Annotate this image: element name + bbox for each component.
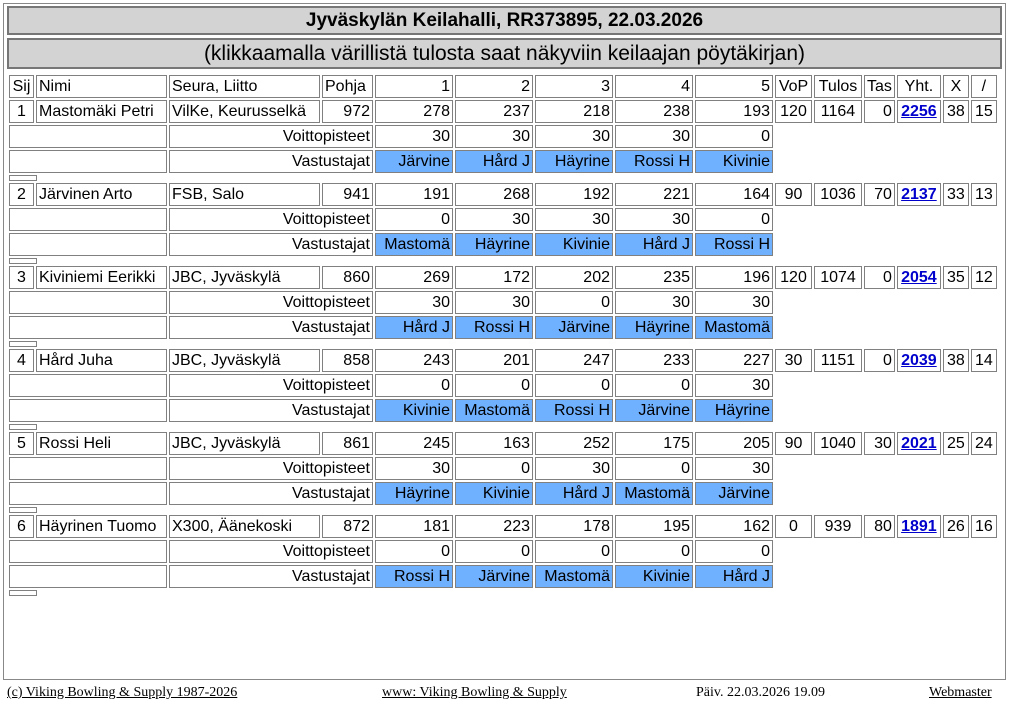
opponents-label: Vastustajat	[169, 565, 373, 588]
points-label: Voittopisteet	[169, 540, 373, 563]
handicap-cell: 0	[864, 266, 895, 289]
win-points-cell: 0	[375, 374, 453, 397]
total-cell	[897, 266, 941, 289]
table-row	[9, 349, 997, 372]
opponents-row	[9, 482, 997, 505]
handicap-cell: 30	[864, 432, 895, 455]
spares-cell: 15	[971, 100, 997, 123]
opponent-cell[interactable]: Rossi H	[375, 565, 453, 588]
page-subtitle: (klikkaamalla värillistä tulosta saat näkyviin keilaajan pöytäkirjan)	[7, 38, 1002, 69]
points-label: Voittopisteet	[169, 457, 373, 480]
separator-box	[9, 590, 37, 596]
opponent-cell[interactable]: Kivinie	[455, 482, 533, 505]
player-name-cell: Mastomäki Petri	[36, 100, 167, 123]
opponents-label: Vastustajat	[169, 316, 373, 339]
opponents-row	[9, 565, 997, 588]
total-score-link[interactable]: 2021	[901, 434, 937, 452]
win-points-cell: 0	[455, 540, 533, 563]
total-score-link[interactable]: 2039	[901, 351, 937, 369]
empty-cell	[9, 125, 167, 148]
filler-cell	[775, 316, 997, 339]
opponent-cell[interactable]: Järvine	[615, 399, 693, 422]
player-name-cell: Rossi Heli	[36, 432, 167, 455]
separator-cell	[9, 175, 997, 181]
points-row	[9, 208, 997, 231]
points-label: Voittopisteet	[169, 291, 373, 314]
opponents-label: Vastustajat	[169, 150, 373, 173]
game-score-cell: 233	[615, 349, 693, 372]
opponent-cell[interactable]: Rossi H	[455, 316, 533, 339]
game-score-cell: 192	[535, 183, 613, 206]
page-title: Jyväskylän Keilahalli, RR373895, 22.03.2026	[7, 6, 1002, 35]
game-score-cell: 238	[615, 100, 693, 123]
empty-cell	[9, 565, 167, 588]
total-cell	[897, 349, 941, 372]
empty-cell	[9, 457, 167, 480]
win-points-cell: 0	[615, 457, 693, 480]
opponents-row	[9, 399, 997, 422]
win-points-cell: 30	[535, 208, 613, 231]
rank-cell: 5	[9, 432, 34, 455]
opponents-row	[9, 150, 997, 173]
player-name-cell: Hård Juha	[36, 349, 167, 372]
opponent-cell[interactable]: Mastomä	[615, 482, 693, 505]
column-header: Sij	[9, 75, 34, 98]
strikes-cell: 33	[943, 183, 969, 206]
win-points-cell: 0	[535, 374, 613, 397]
total-score-link[interactable]: 2256	[901, 102, 937, 120]
opponent-cell[interactable]: Mastomä	[455, 399, 533, 422]
spares-cell: 14	[971, 349, 997, 372]
win-points-cell: 30	[695, 457, 773, 480]
opponent-cell[interactable]: Järvine	[455, 565, 533, 588]
separator-row	[9, 175, 997, 181]
empty-cell	[9, 233, 167, 256]
game-score-cell: 163	[455, 432, 533, 455]
points-row	[9, 540, 997, 563]
base-score-cell: 872	[322, 515, 373, 538]
column-header: /	[971, 75, 997, 98]
column-header: X	[943, 75, 969, 98]
game-score-cell: 191	[375, 183, 453, 206]
filler-cell	[775, 399, 997, 422]
rank-cell: 4	[9, 349, 34, 372]
win-points-cell: 0	[535, 540, 613, 563]
result-cell: 1164	[814, 100, 862, 123]
column-header: 2	[455, 75, 533, 98]
points-row	[9, 457, 997, 480]
separator-cell	[9, 507, 997, 513]
opponent-cell[interactable]: Järvine	[535, 316, 613, 339]
game-score-cell: 162	[695, 515, 773, 538]
filler-cell	[775, 208, 997, 231]
table-row	[9, 183, 997, 206]
column-header: 5	[695, 75, 773, 98]
column-header: 4	[615, 75, 693, 98]
win-points-cell: 0	[375, 208, 453, 231]
win-points-total-cell: 30	[775, 349, 812, 372]
game-score-cell: 172	[455, 266, 533, 289]
game-score-cell: 243	[375, 349, 453, 372]
result-cell: 1151	[814, 349, 862, 372]
game-score-cell: 235	[615, 266, 693, 289]
win-points-cell: 0	[375, 540, 453, 563]
table-row	[9, 100, 997, 123]
win-points-cell: 0	[615, 540, 693, 563]
opponent-cell[interactable]: Hård J	[375, 316, 453, 339]
header-row	[9, 75, 997, 98]
win-points-cell: 30	[535, 125, 613, 148]
win-points-cell: 30	[535, 457, 613, 480]
strikes-cell: 38	[943, 100, 969, 123]
filler-cell	[775, 150, 997, 173]
updated-text: Päiv. 22.03.2026 19.09	[696, 685, 825, 700]
table-row	[9, 432, 997, 455]
opponent-cell[interactable]: Mastomä	[695, 316, 773, 339]
spares-cell: 24	[971, 432, 997, 455]
game-score-cell: 175	[615, 432, 693, 455]
empty-cell	[9, 540, 167, 563]
opponent-cell[interactable]: Mastomä	[535, 565, 613, 588]
win-points-cell: 30	[615, 208, 693, 231]
copyright-link[interactable]: (c) Viking Bowling & Supply 1987-2026	[7, 685, 238, 700]
win-points-cell: 0	[535, 291, 613, 314]
opponent-cell[interactable]: Häyrine	[615, 316, 693, 339]
opponent-cell[interactable]: Kivinie	[695, 150, 773, 173]
rank-cell: 1	[9, 100, 34, 123]
win-points-cell: 30	[375, 291, 453, 314]
results-table	[7, 73, 999, 598]
strikes-cell: 35	[943, 266, 969, 289]
game-score-cell: 195	[615, 515, 693, 538]
opponent-cell[interactable]: Häyrine	[695, 399, 773, 422]
opponent-cell[interactable]: Hård J	[535, 482, 613, 505]
table-row	[9, 266, 997, 289]
opponent-cell[interactable]: Rossi H	[695, 233, 773, 256]
result-cell: 1074	[814, 266, 862, 289]
separator-box	[9, 175, 37, 181]
win-points-cell: 30	[615, 125, 693, 148]
separator-cell	[9, 341, 997, 347]
result-cell: 939	[814, 515, 862, 538]
empty-cell	[9, 316, 167, 339]
filler-cell	[775, 233, 997, 256]
opponent-cell[interactable]: Häyrine	[535, 150, 613, 173]
spares-cell: 12	[971, 266, 997, 289]
opponent-cell[interactable]: Järvine	[375, 150, 453, 173]
game-score-cell: 221	[615, 183, 693, 206]
www-link[interactable]: www: Viking Bowling & Supply	[382, 685, 567, 700]
column-header: Yht.	[897, 75, 941, 98]
game-score-cell: 278	[375, 100, 453, 123]
win-points-total-cell: 0	[775, 515, 812, 538]
win-points-total-cell: 120	[775, 100, 812, 123]
points-label: Voittopisteet	[169, 125, 373, 148]
club-cell: JBC, Jyväskylä	[169, 432, 320, 455]
points-row	[9, 291, 997, 314]
handicap-cell: 0	[864, 100, 895, 123]
empty-cell	[9, 482, 167, 505]
filler-cell	[775, 457, 997, 480]
win-points-cell: 30	[695, 374, 773, 397]
filler-cell	[775, 374, 997, 397]
win-points-cell: 30	[375, 125, 453, 148]
separator-box	[9, 341, 37, 347]
points-row	[9, 374, 997, 397]
base-score-cell: 861	[322, 432, 373, 455]
win-points-cell: 0	[695, 208, 773, 231]
game-score-cell: 223	[455, 515, 533, 538]
empty-cell	[9, 150, 167, 173]
points-label: Voittopisteet	[169, 374, 373, 397]
win-points-cell: 30	[455, 208, 533, 231]
rank-cell: 3	[9, 266, 34, 289]
win-points-cell: 30	[695, 291, 773, 314]
game-score-cell: 245	[375, 432, 453, 455]
club-cell: X300, Äänekoski	[169, 515, 320, 538]
rank-cell: 6	[9, 515, 34, 538]
opponents-label: Vastustajat	[169, 482, 373, 505]
opponent-cell[interactable]: Hård J	[615, 233, 693, 256]
separator-row	[9, 424, 997, 430]
game-score-cell: 196	[695, 266, 773, 289]
separator-row	[9, 507, 997, 513]
strikes-cell: 25	[943, 432, 969, 455]
total-score-link[interactable]: 2054	[901, 268, 937, 286]
strikes-cell: 38	[943, 349, 969, 372]
empty-cell	[9, 374, 167, 397]
separator-box	[9, 258, 37, 264]
spares-cell: 16	[971, 515, 997, 538]
base-score-cell: 860	[322, 266, 373, 289]
handicap-cell: 80	[864, 515, 895, 538]
game-score-cell: 237	[455, 100, 533, 123]
game-score-cell: 201	[455, 349, 533, 372]
total-cell	[897, 183, 941, 206]
opponent-cell[interactable]: Rossi H	[615, 150, 693, 173]
win-points-total-cell: 90	[775, 432, 812, 455]
webmaster-link[interactable]: Webmaster	[929, 685, 992, 700]
player-name-cell: Järvinen Arto	[36, 183, 167, 206]
win-points-cell: 0	[695, 540, 773, 563]
player-name-cell: Häyrinen Tuomo	[36, 515, 167, 538]
total-cell	[897, 515, 941, 538]
game-score-cell: 205	[695, 432, 773, 455]
game-score-cell: 269	[375, 266, 453, 289]
club-cell: FSB, Salo	[169, 183, 320, 206]
opponent-cell[interactable]: Järvine	[695, 482, 773, 505]
total-score-link[interactable]: 2137	[901, 185, 937, 203]
handicap-cell: 70	[864, 183, 895, 206]
game-score-cell: 181	[375, 515, 453, 538]
handicap-cell: 0	[864, 349, 895, 372]
win-points-cell: 30	[375, 457, 453, 480]
empty-cell	[9, 291, 167, 314]
column-header: Nimi	[36, 75, 167, 98]
points-label: Voittopisteet	[169, 208, 373, 231]
separator-box	[9, 424, 37, 430]
opponent-cell[interactable]: Hård J	[695, 565, 773, 588]
opponent-cell[interactable]: Hård J	[455, 150, 533, 173]
table-row	[9, 515, 997, 538]
result-cell: 1036	[814, 183, 862, 206]
win-points-cell: 30	[455, 125, 533, 148]
opponent-cell[interactable]: Rossi H	[535, 399, 613, 422]
filler-cell	[775, 125, 997, 148]
game-score-cell: 227	[695, 349, 773, 372]
opponents-row	[9, 233, 997, 256]
opponents-row	[9, 316, 997, 339]
separator-cell	[9, 424, 997, 430]
win-points-total-cell: 90	[775, 183, 812, 206]
empty-cell	[9, 399, 167, 422]
game-score-cell: 178	[535, 515, 613, 538]
opponent-cell[interactable]: Kivinie	[615, 565, 693, 588]
spares-cell: 13	[971, 183, 997, 206]
player-name-cell: Kiviniemi Eerikki	[36, 266, 167, 289]
club-cell: VilKe, Keurusselkä	[169, 100, 320, 123]
club-cell: JBC, Jyväskylä	[169, 349, 320, 372]
opponent-cell[interactable]: Kivinie	[535, 233, 613, 256]
result-cell: 1040	[814, 432, 862, 455]
opponent-cell[interactable]: Häyrine	[375, 482, 453, 505]
filler-cell	[775, 291, 997, 314]
game-score-cell: 202	[535, 266, 613, 289]
separator-box	[9, 507, 37, 513]
game-score-cell: 247	[535, 349, 613, 372]
opponent-cell[interactable]: Mastomä	[375, 233, 453, 256]
rank-cell: 2	[9, 183, 34, 206]
game-score-cell: 268	[455, 183, 533, 206]
total-cell	[897, 100, 941, 123]
win-points-cell: 0	[615, 374, 693, 397]
points-row	[9, 125, 997, 148]
separator-row	[9, 341, 997, 347]
strikes-cell: 26	[943, 515, 969, 538]
opponents-label: Vastustajat	[169, 233, 373, 256]
base-score-cell: 972	[322, 100, 373, 123]
game-score-cell: 164	[695, 183, 773, 206]
separator-row	[9, 590, 997, 596]
separator-row	[9, 258, 997, 264]
empty-cell	[9, 208, 167, 231]
column-header: Pohja	[322, 75, 373, 98]
filler-cell	[775, 540, 997, 563]
club-cell: JBC, Jyväskylä	[169, 266, 320, 289]
win-points-cell: 0	[695, 125, 773, 148]
win-points-cell: 30	[615, 291, 693, 314]
win-points-cell: 0	[455, 457, 533, 480]
opponents-label: Vastustajat	[169, 399, 373, 422]
opponent-cell[interactable]: Häyrine	[455, 233, 533, 256]
column-header: Tulos	[814, 75, 862, 98]
filler-cell	[775, 565, 997, 588]
base-score-cell: 941	[322, 183, 373, 206]
column-header: Tas	[864, 75, 895, 98]
separator-cell	[9, 258, 997, 264]
game-score-cell: 218	[535, 100, 613, 123]
column-header: Seura, Liitto	[169, 75, 320, 98]
column-header: 3	[535, 75, 613, 98]
opponent-cell[interactable]: Kivinie	[375, 399, 453, 422]
win-points-total-cell: 120	[775, 266, 812, 289]
base-score-cell: 858	[322, 349, 373, 372]
win-points-cell: 0	[455, 374, 533, 397]
filler-cell	[775, 482, 997, 505]
total-score-link[interactable]: 1891	[901, 517, 937, 535]
win-points-cell: 30	[455, 291, 533, 314]
total-cell	[897, 432, 941, 455]
separator-cell	[9, 590, 997, 596]
game-score-cell: 252	[535, 432, 613, 455]
column-header: 1	[375, 75, 453, 98]
column-header: VoP	[775, 75, 812, 98]
game-score-cell: 193	[695, 100, 773, 123]
